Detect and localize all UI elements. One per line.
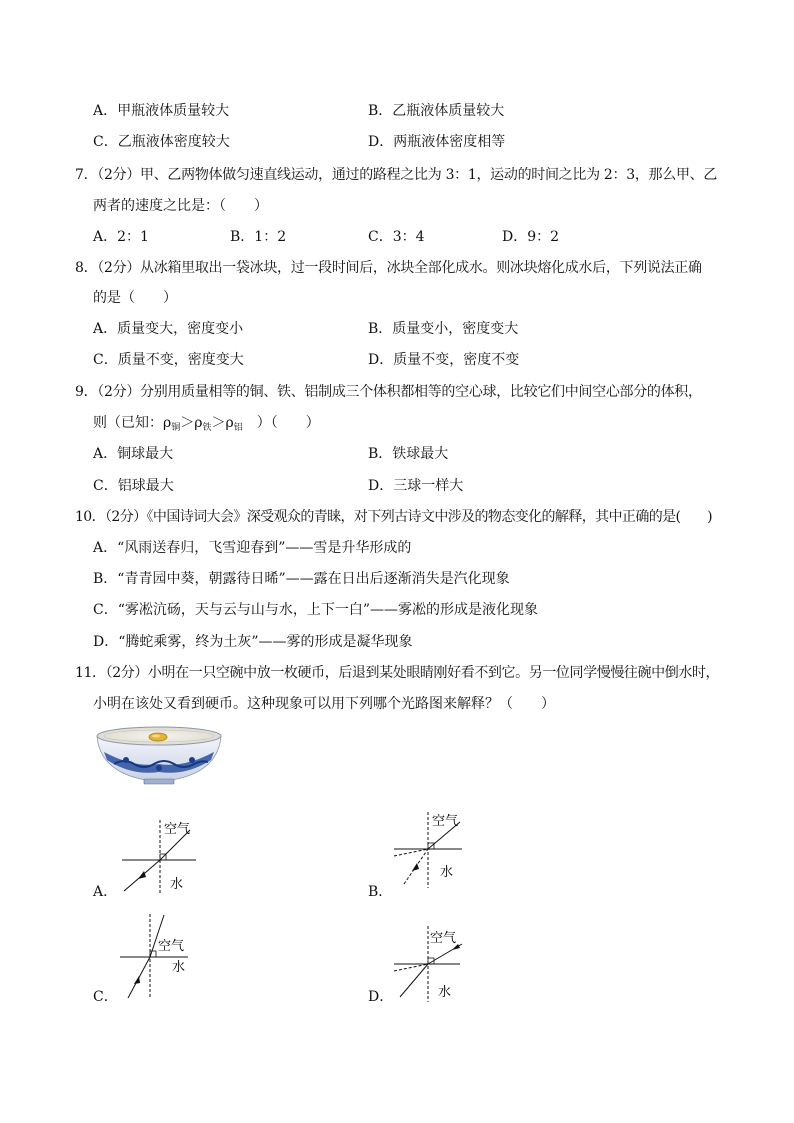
q7-stem-line2: 两者的速度之比是：（ ）: [93, 198, 268, 214]
air-label-b: 空气: [432, 814, 459, 829]
q9-option-b[interactable]: B．铁球最大: [368, 446, 449, 462]
q9-sub-iron: 铁: [202, 423, 212, 433]
q11-option-c[interactable]: C．: [93, 989, 118, 1005]
q6-option-a[interactable]: A．甲瓶液体质量较大: [93, 103, 230, 119]
q9-stem-line1: 9．（2分）分别用质量相等的铜、铁、铝制成三个体积都相等的空心球，比较它们中间空心部分的体积，: [75, 384, 702, 400]
ray-diagram-b: [392, 810, 474, 890]
q6-option-b[interactable]: B．乙瓶液体质量较大: [368, 103, 505, 119]
q7-option-d[interactable]: D．9：2: [502, 229, 560, 245]
water-label-b: 水: [440, 865, 454, 880]
q10-option-a[interactable]: A．“风雨送春归，飞雪迎春到”——雪是升华形成的: [93, 540, 412, 556]
q6-option-c[interactable]: C．乙瓶液体密度较大: [93, 134, 230, 150]
q9-option-d[interactable]: D．三球一样大: [368, 478, 464, 494]
q8-option-d[interactable]: D．质量不变，密度不变: [368, 352, 520, 368]
water-label-c: 水: [172, 960, 186, 975]
q11-option-a[interactable]: A．: [93, 884, 118, 900]
q7-stem-line1: 7．（2分）甲、乙两物体做匀速直线运动，通过的路程之比为 3：1，运动的时间之比为 2：3，那么甲、乙: [75, 167, 718, 183]
q9-sub-aluminum: 铝: [233, 423, 243, 433]
q10-option-c[interactable]: C．“雾凇沆砀，天与云与山与水，上下一白”——雾凇的形成是液化现象: [93, 602, 539, 618]
q8-stem-line1: 8．（2分）从冰箱里取出一袋冰块，过一段时间后，冰块全部化成水。则冰块熔化成水后，下列说法正确: [75, 260, 702, 276]
q10-option-d[interactable]: D．“腾蛇乘雾，终为土灰”——雾的形成是凝华现象: [93, 634, 413, 650]
air-label-a: 空气: [164, 822, 191, 837]
ray-diagram-c: [118, 912, 202, 1000]
q9-gt1: ＞ρ: [180, 415, 203, 431]
ray-diagram-d: [392, 924, 476, 1004]
q9-suffix: ）（ ）: [242, 415, 320, 431]
q11-option-d[interactable]: D．: [368, 989, 394, 1005]
q11-stem-line1: 11．（2分）小明在一只空碗中放一枚硬币，后退到某处眼睛刚好看不到它。另一位同学慢慢往碗中倒水时，: [75, 665, 720, 681]
air-label-c: 空气: [158, 939, 185, 954]
air-label-d: 空气: [430, 931, 457, 946]
water-label-d: 水: [438, 985, 452, 1000]
q8-option-a[interactable]: A．质量变大，密度变小: [93, 321, 244, 337]
q10-stem: 10．（2分）《中国诗词大会》深受观众的青睐，对下列古诗文中涉及的物态变化的解释，其中正确的是( ): [75, 509, 713, 525]
q11-stem-line2: 小明在该处又看到硬币。这种现象可以用下列哪个光路图来解释？（ ）: [93, 696, 555, 712]
q9-stem-line2: [93, 416, 320, 433]
arrow-icon: [134, 976, 140, 984]
q11-option-b[interactable]: B．: [368, 884, 393, 900]
q8-option-b[interactable]: B．质量变小，密度变大: [368, 321, 519, 337]
q9-gt2: ＞ρ: [211, 415, 234, 431]
q8-option-c[interactable]: C．质量不变，密度变大: [93, 352, 244, 368]
bowl-with-coin-illustration: [94, 724, 224, 786]
water-label-a: 水: [170, 877, 184, 892]
q9-option-c[interactable]: C．铝球最大: [93, 478, 174, 494]
q9-option-a[interactable]: A．铜球最大: [93, 446, 174, 462]
q9-sub-copper: 铜: [171, 423, 181, 433]
q8-stem-line2: 的是（ ）: [93, 290, 177, 306]
arrow-icon: [138, 871, 146, 879]
q10-option-b[interactable]: B．“青青园中葵，朝露待日晞”——露在日出后逐渐消失是汽化现象: [93, 571, 510, 587]
q7-option-c[interactable]: C．3：4: [368, 229, 425, 245]
ray-diagram-a: [118, 816, 200, 896]
q7-option-b[interactable]: B．1：2: [230, 229, 287, 245]
q9-prefix: 则（已知：ρ: [93, 415, 172, 431]
q7-option-a[interactable]: A．2：1: [93, 229, 149, 245]
arrow-icon: [412, 863, 419, 871]
q6-option-d[interactable]: D．两瓶液体密度相等: [368, 134, 506, 150]
